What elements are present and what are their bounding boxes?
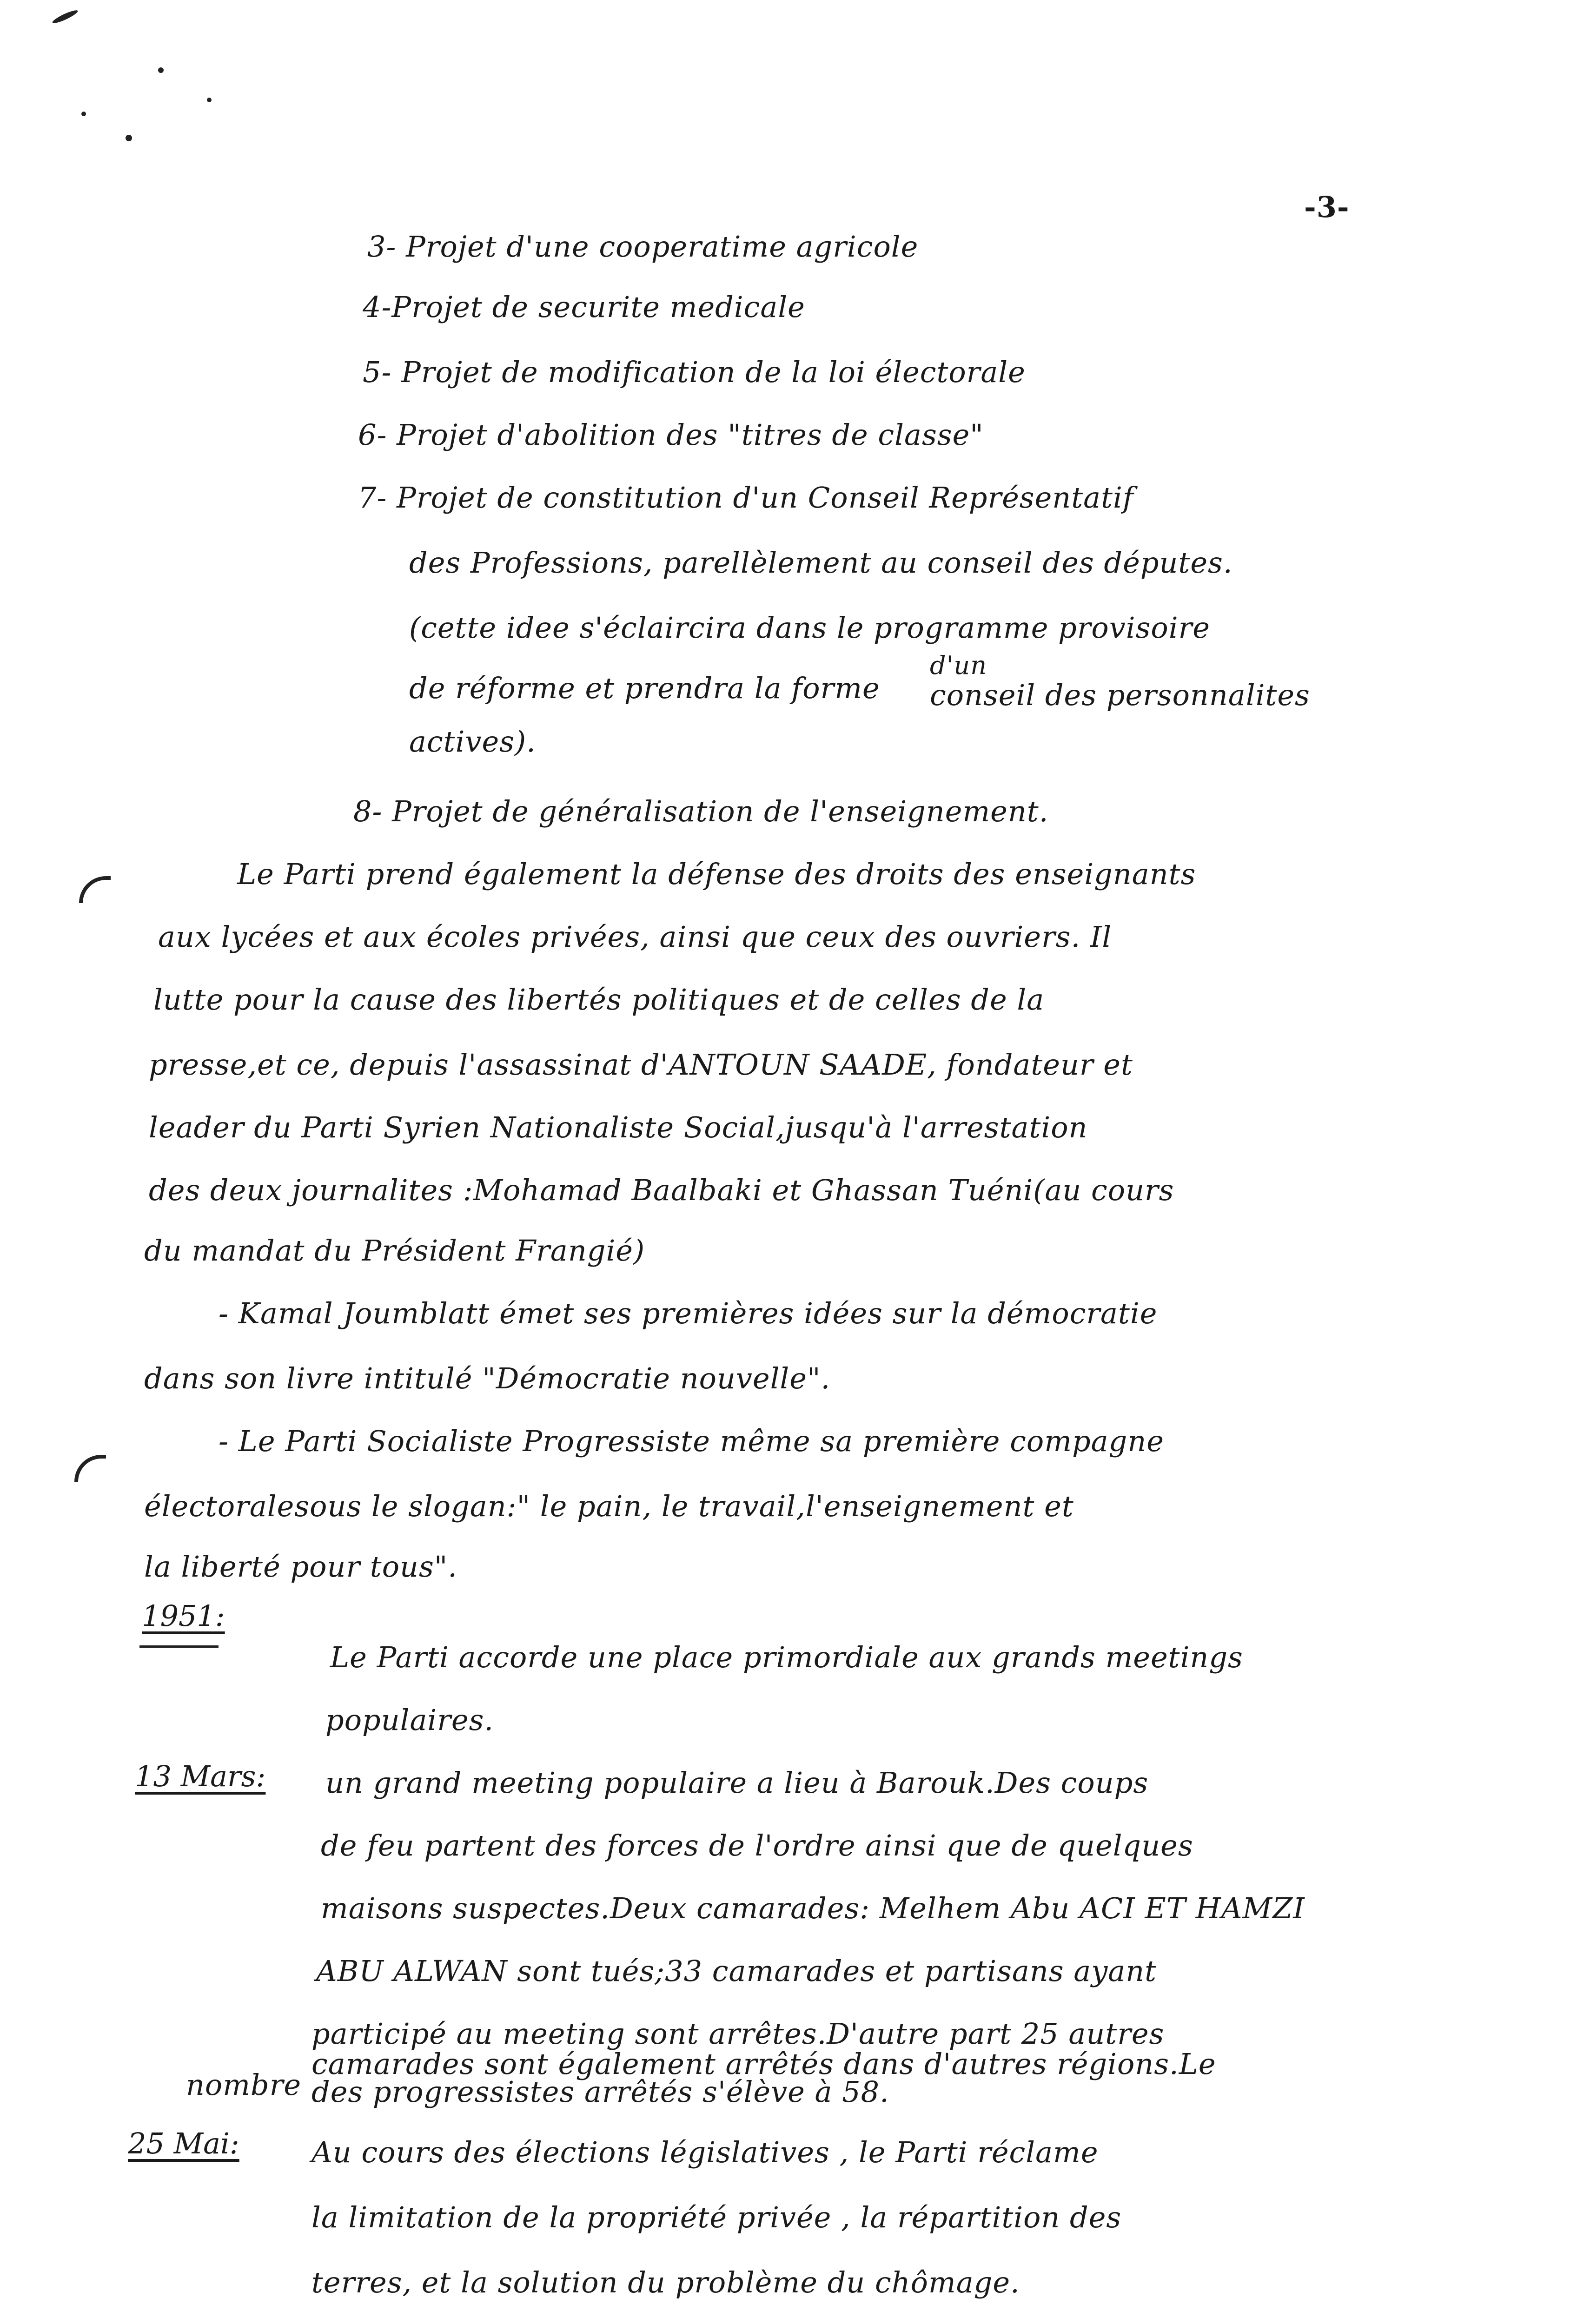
double-underline bbox=[139, 1645, 219, 1648]
paragraph-line: aux lycées et aux écoles privées, ainsi que ceux des ouvriers. Il bbox=[158, 920, 1112, 954]
paragraph-line: lutte pour la cause des libertés politiques et de celles de la bbox=[153, 983, 1045, 1017]
entry-line: un grand meeting populaire a lieu à Barouk.Des coups bbox=[325, 1766, 1149, 1800]
date-label-13-mars: 13 Mars: bbox=[135, 1759, 266, 1793]
scan-speck bbox=[207, 98, 212, 102]
scan-speck bbox=[81, 112, 86, 116]
paragraph-line: - Le Parti Socialiste Progressiste même sa première compagne bbox=[219, 1424, 1164, 1458]
list-item-continuation: des Professions, parellèlement au conseil des députes. bbox=[409, 546, 1233, 580]
margin-mark bbox=[74, 1455, 106, 1482]
list-item: 6- Projet d'abolition des "titres de classe" bbox=[358, 418, 984, 452]
paragraph-line: des deux journalites :Mohamad Baalbaki et Ghassan Tuéni(au cours bbox=[149, 1173, 1174, 1207]
date-label-25-mai: 25 Mai: bbox=[128, 2126, 239, 2160]
list-item-continuation: conseil des personnalites bbox=[930, 678, 1310, 712]
entry-line: ABU ALWAN sont tués;33 camarades et partisans ayant bbox=[316, 1954, 1157, 1988]
date-label-1951: 1951: bbox=[142, 1599, 225, 1633]
paragraph-line: presse,et ce, depuis l'assassinat d'ANTOUN SAADE, fondateur et bbox=[149, 1048, 1133, 1082]
list-item: 4-Projet de securite medicale bbox=[363, 290, 805, 324]
paragraph-line: Le Parti prend également la défense des droits des enseignants bbox=[237, 857, 1196, 891]
scan-speck bbox=[51, 8, 79, 25]
list-item-continuation: de réforme et prendra la forme bbox=[409, 671, 880, 705]
margin-mark bbox=[79, 876, 111, 903]
list-item: 3- Projet d'une cooperatime agricole bbox=[367, 230, 919, 264]
entry-line: participé au meeting sont arrêtes.D'autre part 25 autres bbox=[311, 2017, 1165, 2051]
paragraph-line: leader du Parti Syrien Nationaliste Social,jusqu'à l'arrestation bbox=[149, 1110, 1088, 1144]
list-item: 7- Projet de constitution d'un Conseil Représentatif bbox=[358, 481, 1134, 515]
scan-speck bbox=[126, 135, 132, 141]
paragraph-line: dans son livre intitulé "Démocratie nouvelle". bbox=[144, 1361, 831, 1395]
list-item-continuation: (cette idee s'éclaircira dans le programme provisoire bbox=[409, 611, 1210, 645]
entry-line: terres, et la solution du problème du chômage. bbox=[311, 2265, 1020, 2299]
entry-line: Le Parti accorde une place primordiale aux grands meetings bbox=[330, 1640, 1243, 1674]
scan-speck bbox=[158, 67, 164, 73]
entry-line: camarades sont également arrêtés dans d'autres régions.Le bbox=[311, 2047, 1216, 2081]
entry-line: des progressistes arrêtés s'élève à 58. bbox=[311, 2075, 889, 2109]
entry-line: de feu partent des forces de l'ordre ainsi que de quelques bbox=[321, 1829, 1193, 1862]
paragraph-line: - Kamal Joumblatt émet ses premières idées sur la démocratie bbox=[219, 1296, 1158, 1330]
paragraph-line: du mandat du Président Frangié) bbox=[144, 1234, 645, 1268]
list-item-continuation: actives). bbox=[409, 725, 536, 759]
page-number: -3- bbox=[1304, 190, 1350, 224]
entry-line: Au cours des élections législatives , le Parti réclame bbox=[311, 2135, 1099, 2169]
list-item: 5- Projet de modification de la loi électorale bbox=[363, 355, 1026, 389]
list-item: 8- Projet de généralisation de l'enseignement. bbox=[353, 794, 1049, 828]
inserted-word: d'un bbox=[930, 651, 987, 680]
entry-line: maisons suspectes.Deux camarades: Melhem Abu ACI ET HAMZI bbox=[321, 1891, 1305, 1925]
paragraph-line: la liberté pour tous". bbox=[144, 1550, 457, 1584]
entry-line: populaires. bbox=[325, 1703, 494, 1737]
margin-word: nombre bbox=[186, 2068, 302, 2102]
entry-line: la limitation de la propriété privée , la répartition des bbox=[311, 2200, 1122, 2234]
paragraph-line: électoralesous le slogan:" le pain, le travail,l'enseignement et bbox=[144, 1489, 1074, 1523]
